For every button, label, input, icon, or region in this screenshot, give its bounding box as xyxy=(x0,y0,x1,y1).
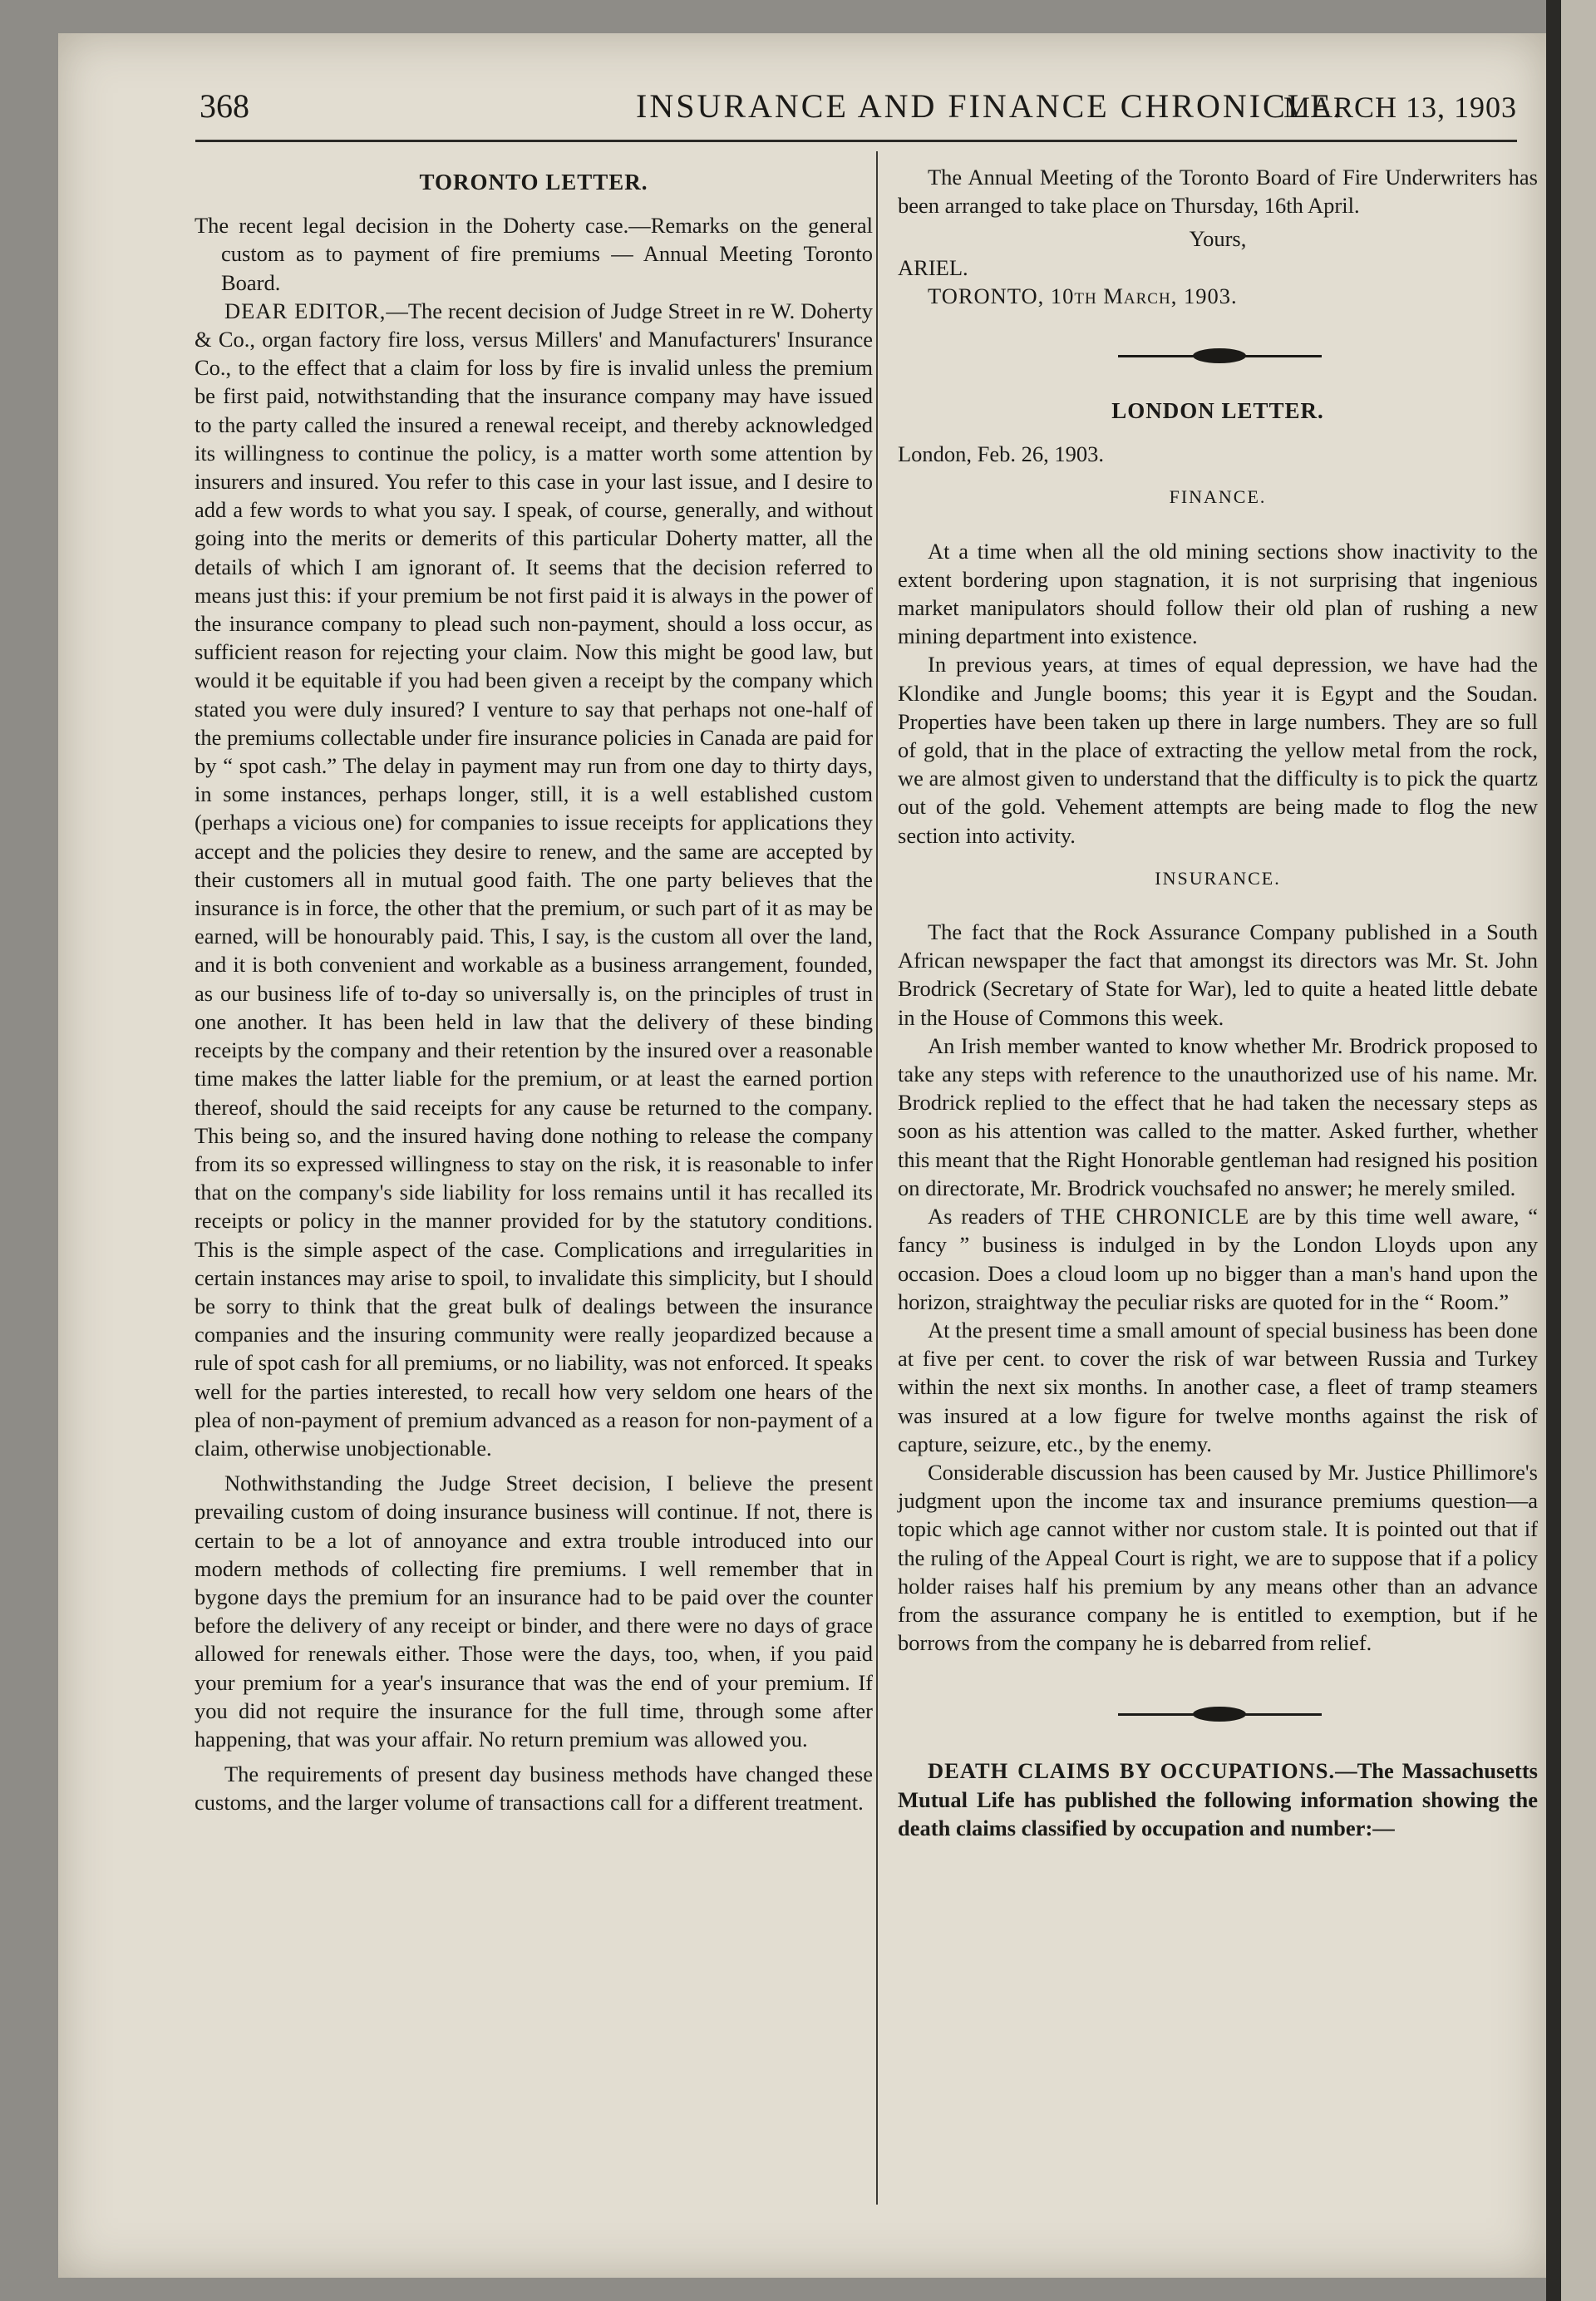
finance-paragraph: At a time when all the old mining sections show inactivity to the extent bordering upon stagnation, it is not surprising that ingenious market manipulators should follow their old plan of rushing a new mining department into existence. xyxy=(898,538,1538,649)
adjacent-page-edge xyxy=(1546,0,1596,2301)
publication-title: INSURANCE AND FINANCE CHRONICLE. xyxy=(636,87,1344,125)
insurance-paragraph xyxy=(898,1202,1538,1316)
adjacent-page-sliver xyxy=(1561,0,1596,2301)
letter-closing: Yours, xyxy=(1189,226,1247,252)
toronto-letter-summary: The recent legal decision in the Doherty case.—Remarks on the general custom as to payment of fire premiums — Annual Meeting Toronto Board. xyxy=(195,213,873,295)
issue-date: MARCH 13, 1903 xyxy=(1283,91,1517,124)
toronto-letter-paragraph: Nothwithstanding the Judge Street decision, I believe the present prevailing custom of doing insurance business will continue. If not, there is certain to be a lot of annoyance and extra trouble introduced into our modern methods of collecting fire premiums. I well remember that in bygone days the premium for an insurance had to be paid over the counter before the delivery of any receipt or binder, and there were no days of grace allowed for renewals either. Those were the days, too, when, if you paid your premium for a year's insurance that was the end of your premium. If you did not require the insurance for the full time, through some after happening, that was your affair. No return premium was allowed you. xyxy=(195,1471,873,1752)
ornament-rule xyxy=(1239,1713,1322,1716)
toronto-letter-paragraph xyxy=(195,297,873,1462)
insurance-paragraph: At the present time a small amount of special business has been done at five per cent. to cover the risk of war between Russia and Turkey within the next six months. In another case, a fleet of tramp steamers was insured at a low figure for twelve months against the risk of capture, seizure, etc., by the enemy. xyxy=(898,1317,1538,1456)
toronto-letter-paragraph-continued: The requirements of present day business methods have changed these customs, and the larger volume of transactions call for a different treatment. xyxy=(195,1761,873,1816)
salutation: DEAR EDITOR, xyxy=(224,298,387,323)
paragraph-text: As readers of xyxy=(928,1204,1062,1229)
insurance-paragraph: Considerable discussion has been caused by Mr. Justice Phillimore's judgment upon the income tax and insurance premiums question—a topic which age cannot wither nor custom stale. It is pointed out that if the ruling of the Appeal Court is right, we are to suppose that if a policy holder raises half his premium by any means other than an advance from the assurance company he is entitled to exemption, but if he borrows from the company he is debarred from relief. xyxy=(898,1459,1538,1656)
insurance-heading: INSURANCE. xyxy=(1155,867,1281,889)
death-claims-lead: DEATH CLAIMS BY OCCUPATIONS. xyxy=(928,1758,1336,1784)
ornament-rule xyxy=(1239,355,1322,357)
column-divider xyxy=(876,151,878,2205)
finance-paragraph: In previous years, at times of equal depression, we have had the Klondike and Jungle booms; this year it is Egypt and the Soudan. Properties have been taken up there in large numbers. They are so full of gold, that in the place of extracting the yellow metal from the rock, we are almost given to understand that the difficulty is to pick the quartz out of the gold. Vehement attempts are being made to flog the new section into activity. xyxy=(898,652,1538,848)
publication-name: THE CHRONICLE xyxy=(1061,1204,1250,1229)
ornament-rule xyxy=(1118,355,1201,357)
insurance-paragraph: An Irish member wanted to know whether Mr. Brodrick proposed to take any steps with reference to the unauthorized use of his name. Mr. Brodrick replied to the effect that he had taken the necessary steps as soon as his attention was called to the matter. Asked further, whether this meant that the Right Honorable gentleman had resigned his position on directorate, Mr. Brodrick vouchsafed no answer; he merely smiled. xyxy=(898,1032,1538,1200)
letter-signature: ARIEL. xyxy=(898,254,968,280)
section-ornament xyxy=(898,332,1538,382)
ornament-rule xyxy=(1118,1713,1201,1716)
section-ornament xyxy=(898,1690,1538,1740)
finance-heading: FINANCE. xyxy=(1169,486,1267,508)
death-claims-paragraph xyxy=(898,1757,1538,1842)
paragraph-text: —The recent decision of Judge Street in re W. Doherty & Co., organ factory fire loss, versus Millers' and Manufacturers' Insurance Co., to the effect that a claim for loss by fire is invalid unless the premium be first paid, notwithstanding that the insurance company may have issued to the party called the insured a renewal receipt, and thereby acknowledged its willingness to continue the policy, is a matter worth some attention by insurers and insured. You refer to this case in your last issue, and I desire to add a few words to what you say. I speak, of course, generally, and without going into the merits or demerits of this particular Doherty matter, all the details of which I am ignorant of. It seems that the decision referred to means just this: if your premium be not first paid it is always in the power of the insurance company to plead such non-payment, should a loss occur, as sufficient reason for rejecting your claim. Now this might be good law, but would it be equitable if you had been given a receipt by the company which stated you were duly insured? I venture to say that perhaps not one-half of the premiums collectable under fire insurance policies in Canada are paid for by “ spot cash.” The delay in payment may run from one day to thirty days, in some instances, perhaps longer, still, it is a well established custom (perhaps a vicious one) for companies to issue receipts for applications they accept and the policies they desire to renew, and the same are accepted by their customers all in mutual good faith. The one party believes that the insurance is in force, the other that the premium, or such part of it as may be earned, will be honourably paid. This, I say, is the custom all over the land, and it is both convenient and workable as a business arrangement, founded, as our business life of to-day so universally is, on the principles of trust in one another. It has been held in law that the delivery of these binding receipts by the company and their retention by the insured over a reasonable time makes the latter liable for the premium, or at least the earned portion thereof, should the said receipts for any cause be returned to the company. This being so, and the insured having done nothing to release the company from its so expressed willingness to stay on the risk, it is reasonable to infer that on the company's side liability for loss remains until it has recalled its receipts or policy in the manner provided for by the statutory conditions. This is the simple aspect of the case. Complications and irregularities in certain instances may arise to spoil, to invalidate this simplicity, but I should be sorry to think that the great bulk of dealings between the insurance companies and the insuring community were really jeopardized because a rule of spot cash for all premiums, or no liability, was not enforced. It speaks well for the parties interested, to recall how very seldom one hears of the plea of non-payment of premium advanced as a reason for non-payment of a claim, otherwise unobjectionable. xyxy=(195,298,874,1461)
letter-place-date: TORONTO, 10th March, 1903. xyxy=(928,283,1238,308)
running-header xyxy=(137,81,1525,131)
insurance-paragraph: The fact that the Rock Assurance Company published in a South African newspaper the fact that amongst its directors was Mr. St. John Brodrick (Secretary of State for War), led to quite a heated little debate in the House of Commons this week. xyxy=(898,919,1538,1030)
left-column xyxy=(195,163,873,1817)
toronto-letter-paragraph: The Annual Meeting of the Toronto Board of Fire Underwriters has been arranged to take place on Thursday, 16th April. xyxy=(898,165,1538,219)
london-dateline: London, Feb. 26, 1903. xyxy=(898,441,1105,467)
paragraph-text: are by this time well aware, “ fancy ” business is indulged in by the London Lloyds upon any occasion. Does a cloud loom up no bigger than a man's hand upon the horizon, straightway the peculiar risks are quoted for in the “ Room.” xyxy=(898,1204,1538,1314)
toronto-letter-heading: TORONTO LETTER. xyxy=(419,170,648,195)
right-column xyxy=(898,163,1538,1842)
header-rule xyxy=(195,140,1517,142)
page-number: 368 xyxy=(200,87,249,125)
paragraph-text: —The Massachusetts Mutual Life has published the following information showing the death claims classified by occupation and number:— xyxy=(898,1758,1538,1840)
london-letter-heading: LONDON LETTER. xyxy=(1111,398,1324,424)
